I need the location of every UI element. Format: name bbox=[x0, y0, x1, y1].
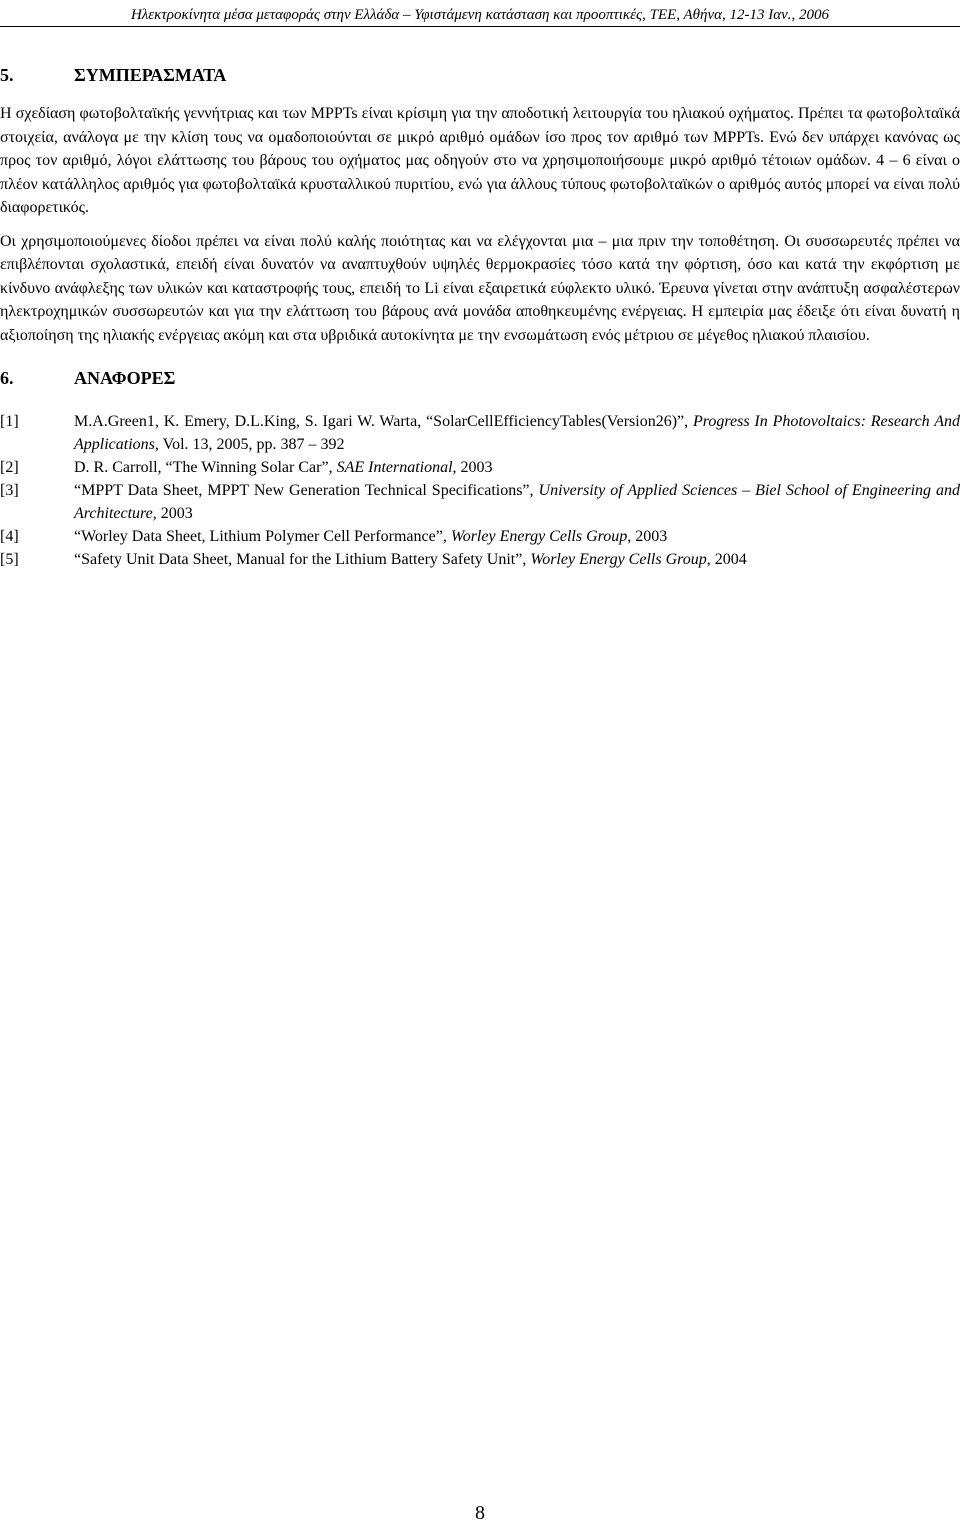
reference-text bbox=[74, 479, 960, 525]
reference-body: “MPPT Data Sheet, MPPT New Generation Technical Specifications”, bbox=[74, 482, 539, 499]
conclusions-paragraph-2: Οι χρησιμοποιούμενες δίοδοι πρέπει να είναι πολύ καλής ποιότητας και να ελέγχονται μια – μια πριν την τοποθέτηση. Οι συσσωρευτές πρέπει να επιβλέπονται σχολαστικά, επειδή είναι δυνατόν να αναπτυχθούν υψηλές θερμοκρασίες τόσο κατά την φόρτιση, όσο και κατά την εκφόρτιση με κίνδυνο ανάφλεξης των υλικών και καταστροφής τους, επειδή το Li είναι εξαιρετικά εύφλεκτο υλικό. Έρευνα γίνεται στην ανάπτυξη ασφαλέστερων ηλεκτροχημικών συσσωρευτών και για την ελάττωση του βάρους ανά μονάδα αποθηκευμένης ενέργειας. Η εμπειρία μας έδειξε ότι είναι δυνατή η αξιοποίηση της ηλιακής ενέργειας ακόμη και στα υβριδικά αυτοκίνητα με την ενσωμάτωση ενός μέτριου σε μέγεθος ηλιακού πλαισίου. bbox=[0, 232, 960, 344]
reference-source: University of Applied Sciences – Biel School of Engineering and Architecture bbox=[74, 482, 960, 522]
reference-body: “Safety Unit Data Sheet, Manual for the Lithium Battery Safety Unit”, bbox=[74, 551, 531, 568]
reference-source: SAE International bbox=[336, 459, 453, 476]
reference-source: Worley Energy Cells Group bbox=[450, 528, 628, 545]
conclusions-heading bbox=[0, 64, 960, 87]
references-heading bbox=[0, 367, 960, 390]
reference-item bbox=[0, 525, 960, 548]
reference-text bbox=[74, 525, 960, 548]
reference-label: [1] bbox=[0, 413, 19, 430]
reference-text bbox=[74, 456, 960, 479]
reference-label: [3] bbox=[0, 482, 19, 499]
reference-item bbox=[0, 548, 960, 571]
section-number: 6. bbox=[0, 368, 14, 388]
page-number: 8 bbox=[475, 1502, 485, 1524]
section-number: 5. bbox=[0, 65, 14, 85]
reference-text bbox=[74, 548, 960, 571]
references-list bbox=[0, 410, 960, 571]
reference-body: D. R. Carroll, “The Winning Solar Car”, bbox=[74, 459, 337, 476]
section-title: ΑΝΑΦΟΡΕΣ bbox=[74, 368, 176, 388]
reference-tail: , 2003 bbox=[627, 528, 668, 545]
reference-tail: , Vol. 13, 2005, pp. 387 – 392 bbox=[154, 436, 345, 453]
reference-tail: , 2003 bbox=[152, 505, 193, 522]
running-header: Ηλεκτροκίνητα μέσα μεταφοράς στην Ελλάδα – Υφιστάμενη κατάσταση και προοπτικές, ΤΕΕ, Αθήνα, 12-13 Ιαν., 2006 bbox=[130, 7, 830, 23]
header-rule bbox=[0, 26, 960, 27]
reference-tail: , 2004 bbox=[706, 551, 747, 568]
reference-label: [5] bbox=[0, 551, 19, 568]
reference-text bbox=[74, 410, 960, 456]
section-title: ΣΥΜΠΕΡΑΣΜΑΤΑ bbox=[74, 65, 227, 85]
reference-tail: , 2003 bbox=[452, 459, 493, 476]
reference-item bbox=[0, 410, 960, 456]
conclusions-paragraph-1: Η σχεδίαση φωτοβολταϊκής γεννήτριας και των MPPTs είναι κρίσιμη για την αποδοτική λειτουργία του ηλιακού οχήματος. Πρέπει τα φωτοβολταϊκά στοιχεία, ανάλογα με την κλίση τους να ομαδοποιούνται σε μικρό αριθμό ομάδων ίσο προς τον αριθμό των MPPTs. Ενώ δεν υπάρχει κανόνας ως προς τον αριθμό, λόγοι ελάττωσης του βάρους του οχήματος μας οδηγούν στο να χρησιμοποιήσουμε μικρό αριθμό τέτοιων ομάδων. 4 – 6 είναι ο πλέον κατάλληλος αριθμός για φωτοβολταϊκά κρυσταλλικού πυριτίου, ενώ για άλλους τύπους φωτοβολταϊκών ο αριθμός αυτός μπορεί να είναι πολύ διαφορετικός. bbox=[0, 105, 960, 216]
reference-item bbox=[0, 479, 960, 525]
reference-source: Progress In Photovoltaics: Research And Applications bbox=[74, 413, 960, 453]
reference-label: [4] bbox=[0, 528, 19, 545]
reference-item bbox=[0, 456, 960, 479]
reference-body: M.A.Green1, K. Emery, D.L.King, S. Igari W. Warta, “SolarCellEfficiencyTables(Version26)”, bbox=[74, 413, 693, 430]
reference-source: Worley Energy Cells Group bbox=[530, 551, 707, 568]
reference-label: [2] bbox=[0, 459, 19, 476]
page-content bbox=[0, 64, 960, 571]
reference-body: “Worley Data Sheet, Lithium Polymer Cell Performance”, bbox=[74, 528, 451, 545]
